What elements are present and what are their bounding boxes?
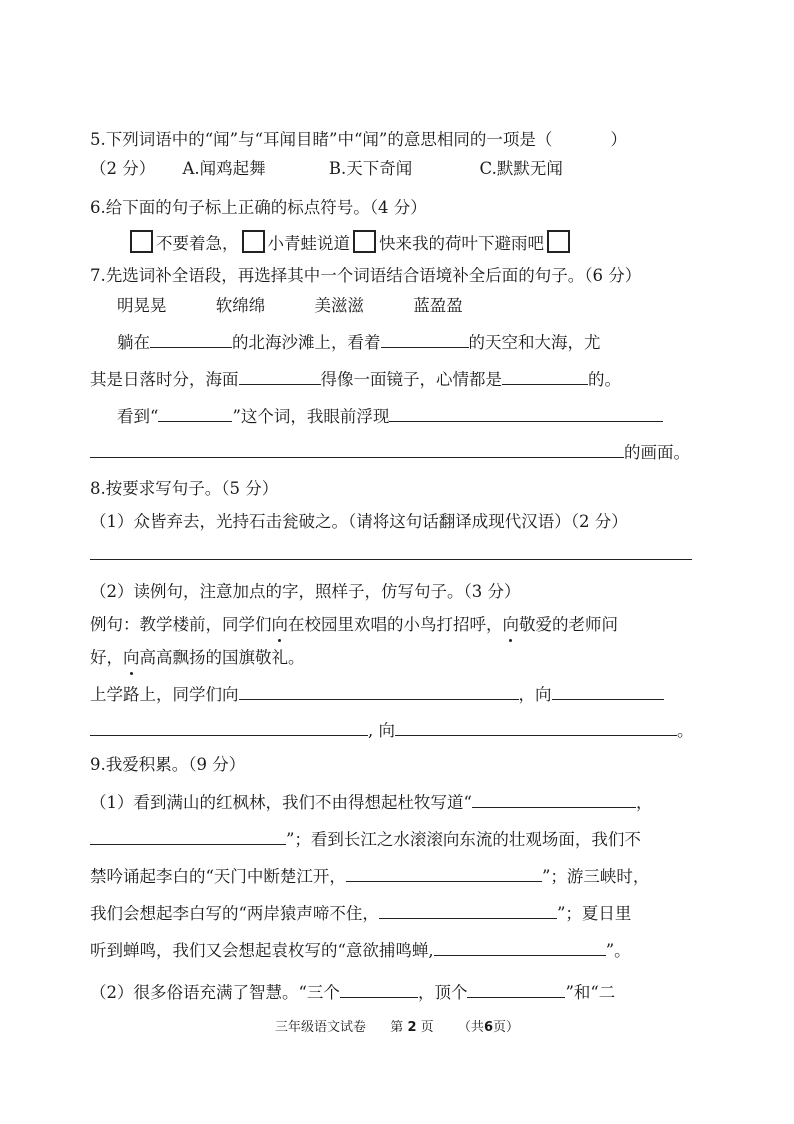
q9-blank-3[interactable] bbox=[346, 863, 542, 882]
q7-sentence-line2: 的画面。 bbox=[90, 439, 690, 465]
punct-box-3[interactable] bbox=[353, 230, 376, 253]
q9-line3: 禁吟诵起李白的“天门中断楚江开， ”；游三峡时， bbox=[90, 863, 649, 889]
q9-line2: ”；看到长江之水滚滚向东流的壮观场面，我们不 bbox=[90, 826, 641, 852]
q5-options: （2 分） A.闻鸡起舞 B.天下奇闻 C.默默无闻 bbox=[90, 157, 563, 181]
q9-blank-6[interactable] bbox=[340, 979, 418, 998]
dotted-char: 向 bbox=[503, 613, 520, 637]
q8-fill-line2: , 向 。 bbox=[90, 717, 694, 743]
q5-question: 5.下列词语中的“闻”与“耳闻目睹”中“闻”的意思相同的一项是（ ） bbox=[90, 130, 627, 149]
q7-blank-2[interactable] bbox=[381, 329, 469, 348]
q8-sub2: （2）读例句，注意加点的字，照样子，仿写句子。（3 分） bbox=[90, 582, 521, 601]
q6-sentence: 不要着急， 小青蛙说道 快来我的荷叶下避雨吧 bbox=[127, 230, 573, 256]
q7-word-1: 明晃晃 bbox=[117, 296, 167, 315]
q8-sub1-answer-line bbox=[90, 541, 692, 567]
q8-example-line2: 好，向高高飘扬的国旗敬礼。 bbox=[90, 646, 305, 670]
q7-sentence-line1: 看到“ ”这个词，我眼前浮现 bbox=[117, 403, 663, 429]
q8-fill-blank-1[interactable] bbox=[239, 681, 519, 700]
q7-word-3: 美滋滋 bbox=[314, 296, 364, 315]
q9-blank-1[interactable] bbox=[472, 789, 636, 808]
q9-blank-2[interactable] bbox=[90, 826, 286, 845]
q7-blank-3[interactable] bbox=[239, 366, 321, 385]
q7-word-list bbox=[117, 294, 463, 318]
q9-line6: （2）很多俗语充满了智慧。“三个 ，顶个 ”和“二 bbox=[90, 979, 615, 1005]
q8-fill-line1: 上学路上，同学们向 ，向 bbox=[90, 681, 664, 707]
q9-line5: 听到蝉鸣，我们又会想起袁枚写的“意欲捕鸣蝉, ”。 bbox=[90, 937, 631, 963]
q8-fill-blank-4[interactable] bbox=[395, 717, 677, 736]
q8-example-line1: 例句：教学楼前，同学们向在校园里欢唱的小鸟打招呼，向敬爱的老师问 bbox=[90, 613, 618, 637]
punct-box-4[interactable] bbox=[547, 230, 570, 253]
dotted-char: 向 bbox=[123, 646, 140, 670]
q7-question: 7.先选词补全语段，再选择其中一个词语结合语境补全后面的句子。（6 分） bbox=[90, 266, 642, 285]
q7-word-4: 蓝盈盈 bbox=[413, 296, 463, 315]
q8-fill-blank-2[interactable] bbox=[552, 681, 664, 700]
q7-blank-4[interactable] bbox=[502, 366, 588, 385]
page-number: 2 bbox=[407, 1020, 417, 1035]
q8-question: 8.按要求写句子。（5 分） bbox=[90, 479, 279, 498]
q5-option-b[interactable]: B.天下奇闻 bbox=[328, 159, 413, 178]
q8-fill-blank-3[interactable] bbox=[90, 717, 368, 736]
q8-sub1: （1）众皆弃去，光持石击瓮破之。（请将这句话翻译成现代汉语）（2 分） bbox=[90, 512, 628, 531]
q7-word-blank[interactable] bbox=[158, 403, 232, 422]
q5-option-c[interactable]: C.默默无闻 bbox=[479, 159, 563, 178]
q9-blank-7[interactable] bbox=[467, 979, 565, 998]
page-footer: 三年级语文试卷 第 2 页 （共6页） bbox=[274, 1020, 519, 1035]
dotted-char: 向 bbox=[272, 613, 289, 637]
q9-blank-5[interactable] bbox=[434, 937, 606, 956]
q8-answer-blank-1[interactable] bbox=[90, 541, 692, 560]
punct-box-2[interactable] bbox=[242, 230, 265, 253]
q9-line1: （1）看到满山的红枫林，我们不由得想起杜牧写道“ ， bbox=[90, 789, 652, 815]
q9-line4: 我们会想起李白写的“两岸猿声啼不住， ”；夏日里 bbox=[90, 900, 631, 926]
q5-option-a[interactable]: A.闻鸡起舞 bbox=[182, 159, 266, 178]
q7-paragraph-line1: 躺在 的北海沙滩上，看着 的天空和大海，尤 bbox=[117, 329, 601, 355]
q6-question: 6.给下面的句子标上正确的标点符号。（4 分） bbox=[90, 198, 427, 217]
total-pages: 6 bbox=[483, 1020, 493, 1035]
q7-sentence-blank-2[interactable] bbox=[90, 439, 624, 458]
q7-word-2: 软绵绵 bbox=[215, 296, 266, 315]
q9-question: 9.我爱积累。（9 分） bbox=[90, 755, 246, 774]
q7-sentence-blank-1[interactable] bbox=[389, 403, 663, 422]
q7-paragraph-line2: 其是日落时分，海面 得像一面镜子，心情都是 的。 bbox=[90, 366, 621, 392]
punct-box-1[interactable] bbox=[130, 230, 153, 253]
q9-blank-4[interactable] bbox=[379, 900, 557, 919]
q7-blank-1[interactable] bbox=[150, 329, 232, 348]
